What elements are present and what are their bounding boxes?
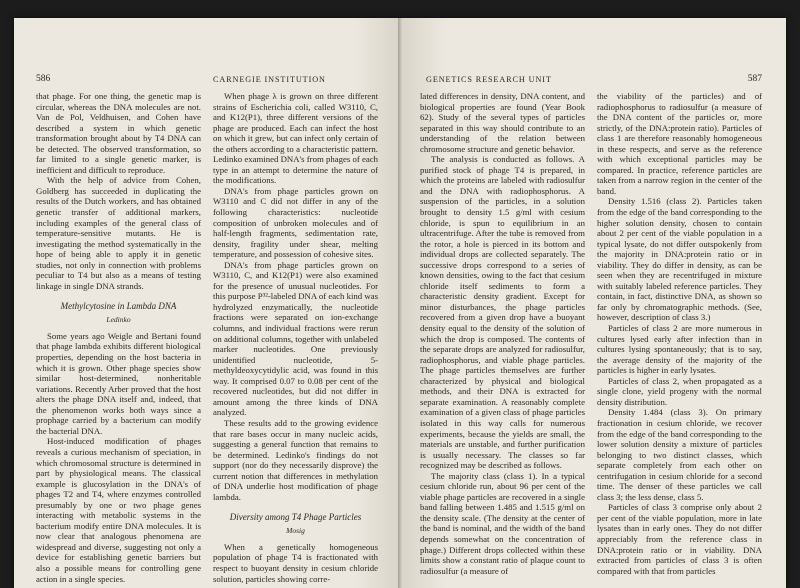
paragraph: These results add to the growing evidence that rare bases occur in many nucleic acids, suggesting a general function that remains to be determined. Ledinko's findings do not support (nor do they necessarily disprove) the current notion that differences in methylation of DNA underlie host modification of phage lambda. <box>213 417 378 502</box>
paragraph: lated differences in density, DNA content, and biological properties are found (Year Book 62). Study of the several types of particles separated in this way should contribute to an understanding of the relation between chromosome structure and genetic behavior. <box>420 91 585 154</box>
paragraph: Density 1.484 (class 3). On primary fractionation in cesium chloride, we recover from the edge of the band corresponding to the lower solution density a mixture of particles belonging to two distinct classes, which separate completely from each other on centrifugation in cesium chloride for a second time. The denser of these particles we call class 3; the less dense, class 5. <box>597 407 762 502</box>
paragraph: Density 1.516 (class 2). Particles taken from the edge of the band corresponding to the higher solution density, chosen to contain about 2 per cent of the viable population in a typical lysate, do not differ outspokenly from the majority in DNA:protein ratio or in viability. They do differ in density, as can be seen when they are recentrifuged in mixture with suitably labeled reference particles. They contain, in fact, distinctive DNA, as shown so far only by chromatographic methods. (See, however, description of class 3.) <box>597 196 762 323</box>
book-gutter <box>398 18 402 588</box>
section-author: Mosig <box>286 526 305 536</box>
running-title: GENETICS RESEARCH UNIT <box>426 75 552 84</box>
paragraph: the viability of the particles) and of radiophosphorus to radiosulfur (a measure of the DNA content of the particles or, more strictly, of the DNA:protein ratio). Particles of class 1 are therefore reasonably homogeneous in these respects, and serve as the reference with which exceptional particles may be compared. In practice, reference particles are taken from a narrow region in the center of the band. <box>597 91 762 196</box>
paragraph: When a genetically homogeneous population of phage T4 is fractionated with respect to buoyant density in cesium chloride solution, particles showing corre- <box>213 541 378 584</box>
paragraph: Some years ago Weigle and Bertani found that phage lambda exhibits different biological properties, depending on the host bacteria in which it is grown. Other phage species show similar host-determined, nonheritable variations. Recently Arber proved that the host alters the phage DNA itself and, indeed, that the phenomenon works both ways since a prophage carried by a bacterium can modify the bacterial DNA. <box>36 330 201 436</box>
paragraph: Particles of class 3 comprise only about 2 per cent of the viable population, more in late lysates than in early ones. They do not differ appreciably from the reference class in DNA:protein ratio or in viability. DNA extracted from particles of class 3 is often compared with that from particles <box>597 502 762 576</box>
paragraph: DNA's from phage particles grown on W3110 and C did not differ in any of the following characteristics: nucleotide composition of unbroken molecules and of half-length fragments, sedimentation rate, density, fragility under shear, melting temperature, and possession of cohesive sites. <box>213 185 378 260</box>
paragraph: With the help of advice from Cohen, Goldberg has succeeded in duplicating the results of the Dutch workers, and has obtained genetic transfer of additional markers, including examples of the general class of temperature-sensitive mutants. He is investigating the method systematically in the hope of being able to apply it in genetic studies, not only in connection with problems peculiar to T4 but also as a means of testing linkage in single DNA strands. <box>36 175 201 291</box>
section-author: Ledinko <box>106 315 131 325</box>
paragraph: that phage. For one thing, the genetic map is circular, whereas the DNA molecules are not. Van de Pol, Veldhuisen, and Cohen have described a system in which genetic transformation brought about by T4 DNA can be detected. The observed transformation, so far limited to a single genetic marker, is inefficient and difficult to reproduce. <box>36 91 201 175</box>
paragraph: Particles of class 2 are more numerous in cultures lysed early after infection than in cultures lysing spontaneously; that is to say, the average density of the majority of the particles is higher in early lysates. <box>597 323 762 376</box>
paragraph: Host-induced modification of phages reveals a curious mechanism of speciation, in which chromosomal structure is determined in part by physiological means. The classical example is glucosylation in the DNA's of phages T2 and T4, where enzymes controlled presumably by one or two phage genes interacting with metabolic systems in the bacterium modify entire DNA molecules. It is now clear that analogous phenomena are widespread and diverse, suggesting not only a device for establishing genetic barriers but also a possible means for controlling gene action in a single species. <box>36 436 201 584</box>
paragraph: When phage λ is grown on three different strains of Escherichia coli, called W3110, C, and K12(P1), three different versions of the phage are produced. Each can infect the host on which it grew, but can infect only certain of the others according to a characteristic pattern. Ledinko examined DNA's from phages of each type in an attempt to determine the nature of the modifications. <box>213 91 378 186</box>
section-heading: Methylcytosine in Lambda DNA <box>60 301 177 312</box>
page-number: 587 <box>747 74 762 84</box>
column-1 <box>420 91 585 576</box>
column-2 <box>213 91 378 584</box>
paragraph: The analysis is conducted as follows. A purified stock of phage T4 is prepared, in which the proteins are labeled with radiosulfur and the DNA with radiophosphorus. A suspension of the particles, in a solution brought to density 1.5 g/ml with cesium chloride, is spun to equilibrium in an ultracentrifuge. After the tube is removed from the rotor, a hole is pierced in its bottom and individual drops are collected separately. The successive drops correspond to a series of known densities, owing to the fact that cesium chloride itself sediments to form a characteristic density gradient. Except for minor disturbances, the phage particles recovered from a given drop have a buoyant density equal to the density of the solution of which the drop is composed. The contents of the separate drops are analyzed for radiosulfur, radiophosphorus, and viable phage particles. The phage particles themselves are further characterized by physical and biological methods, and their DNA is extracted for separate examination. A reasonably complete examination of a given class of phage particles isolated in this way calls for numerous experiments, because the yields are small, the materials are unstable, and further purification is usually necessary. The classes so far recognized may be described as follows. <box>420 154 585 471</box>
section-heading: Diversity among T4 Phage Particles <box>229 512 362 523</box>
left-page <box>14 18 400 588</box>
column-1 <box>36 91 201 584</box>
paragraph: DNA's from phage particles grown on W3110, C, and K12(P1) were also examined for the presence of unusual nucleotides. For this purpose P³²-labeled DNA of each kind was hydrolyzed enzymatically, the nucleotide fractions were separated on ion-exchange columns, and individual fractions were rerun on additional columns, together with unlabeled marker nucleotides. One previously unidentified nucleotide, 5-methyldeoxycytidylic acid, was found in this way. It comprised 0.07 to 0.08 per cent of the recovered nucleotides, but did not differ in amount among the three kinds of DNA analyzed. <box>213 259 378 418</box>
text-columns <box>420 91 762 576</box>
column-2 <box>597 91 762 576</box>
page-number: 586 <box>36 74 51 84</box>
text-columns <box>36 91 378 584</box>
right-page <box>400 18 786 588</box>
paragraph: Particles of class 2, when propagated as a single clone, yield progeny with the normal density distribution. <box>597 375 762 407</box>
book-spread <box>14 18 786 588</box>
running-title: CARNEGIE INSTITUTION <box>213 75 326 84</box>
paragraph: The majority class (class 1). In a typical cesium chloride run, about 96 per cent of the viable phage particles are recovered in a single band falling between 1.485 and 1.515 g/ml on the density scale. (The density at the center of the band is nominal, and the width of the band depends somewhat on the concentration of phage.) Different drops collected within these limits show a constant ratio of plaque count to radiosulfur (a measure of <box>420 470 585 576</box>
